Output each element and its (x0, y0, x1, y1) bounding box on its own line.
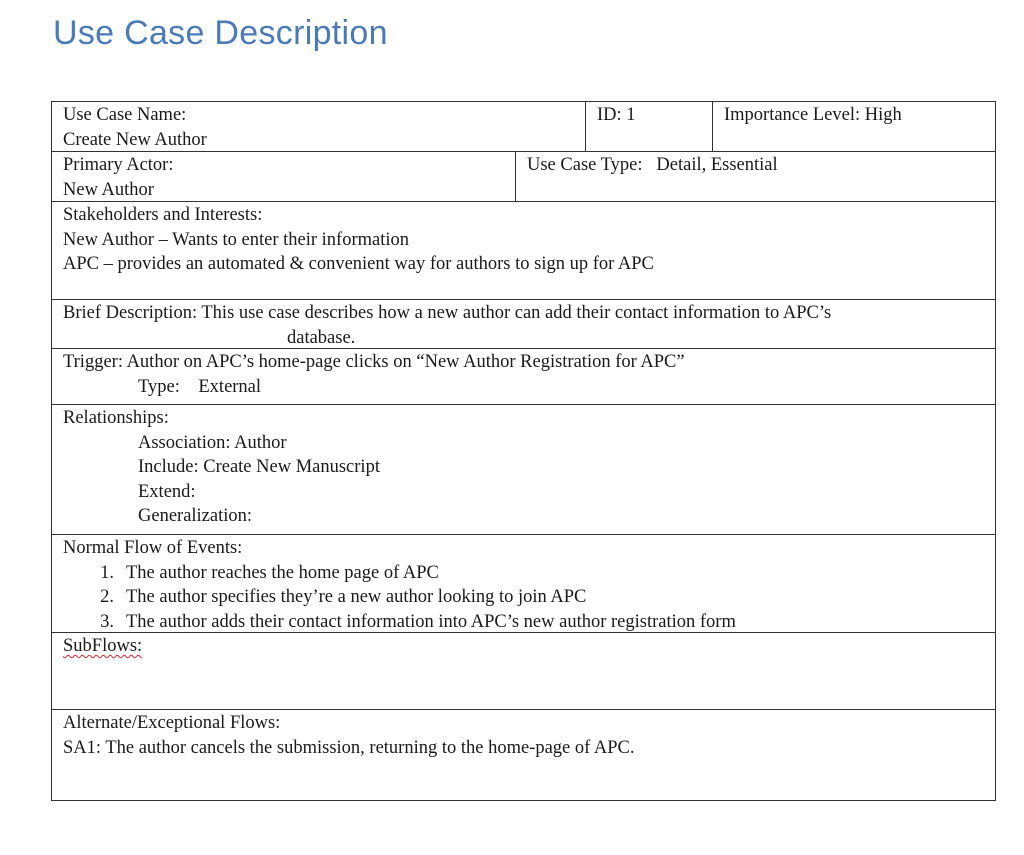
normal-flow-row (52, 535, 995, 633)
alternate-flows-row (52, 710, 995, 800)
subflows-label: SubFlows: (63, 636, 143, 656)
flow-step-text: The author adds their contact information into APC’s new author registration form (126, 611, 736, 632)
brief-description-cell (52, 300, 995, 348)
relationship-extend: Extend: (138, 481, 196, 502)
subflows-row (52, 633, 995, 710)
name-row (52, 102, 995, 152)
trigger-text: Trigger: Author on APC’s home-page clicks on “New Author Registration for APC” (63, 352, 685, 372)
relationship-association: Association: Author (138, 432, 287, 453)
flow-step-number: 3. (100, 611, 114, 632)
importance-label: Importance Level: High (724, 105, 902, 125)
primary-actor-label: Primary Actor: (63, 155, 174, 175)
stakeholders-cell (52, 202, 995, 299)
use-case-type-value: Detail, Essential (656, 155, 778, 175)
brief-description-row (52, 300, 995, 349)
flow-step-text: The author specifies they’re a new author looking to join APC (126, 587, 587, 607)
brief-description-line2: database. (287, 327, 356, 348)
trigger-cell (52, 349, 995, 404)
flow-step (63, 610, 995, 635)
use-case-name-cell (52, 102, 585, 151)
stakeholder-line: New Author – Wants to enter their information (63, 229, 409, 250)
normal-flow-label: Normal Flow of Events: (63, 538, 243, 558)
alternate-flow-line: SA1: The author cancels the submission, returning to the home-page of APC. (63, 737, 635, 758)
flow-step-text: The author reaches the home page of APC (126, 562, 439, 583)
stakeholders-row (52, 202, 995, 300)
subflows-cell (52, 633, 995, 709)
importance-cell (712, 102, 995, 151)
alternate-flows-cell (52, 710, 995, 800)
normal-flow-cell (52, 535, 995, 632)
relationship-generalization: Generalization: (138, 506, 253, 526)
trigger-type-value: External (198, 376, 262, 397)
flow-step-number: 1. (100, 562, 114, 583)
flow-step (63, 561, 995, 586)
use-case-table (51, 101, 996, 801)
use-case-type-cell (515, 152, 995, 201)
use-case-name-value: Create New Author (63, 129, 207, 150)
primary-actor-cell (52, 152, 515, 201)
flow-step-number: 2. (100, 587, 114, 607)
page-title: Use Case Description (53, 14, 388, 52)
stakeholder-line: APC – provides an automated & convenient way for authors to sign up for APC (63, 254, 654, 274)
trigger-row (52, 349, 995, 405)
use-case-type-label: Use Case Type: (527, 155, 643, 175)
trigger-type-label: Type: (138, 376, 180, 397)
flow-step (63, 585, 995, 610)
relationships-cell (52, 405, 995, 534)
alternate-flows-label: Alternate/Exceptional Flows: (63, 713, 281, 733)
actor-row (52, 152, 995, 202)
primary-actor-value: New Author (63, 179, 154, 200)
id-label: ID: 1 (597, 105, 636, 125)
use-case-name-label: Use Case Name: (63, 105, 187, 125)
id-cell (585, 102, 712, 151)
relationships-label: Relationships: (63, 408, 169, 428)
relationships-row (52, 405, 995, 535)
brief-description-line1: Brief Description: This use case describes how a new author can add their contact information to APC’s (63, 303, 832, 323)
stakeholders-label: Stakeholders and Interests: (63, 205, 263, 225)
relationship-include: Include: Create New Manuscript (138, 457, 380, 477)
